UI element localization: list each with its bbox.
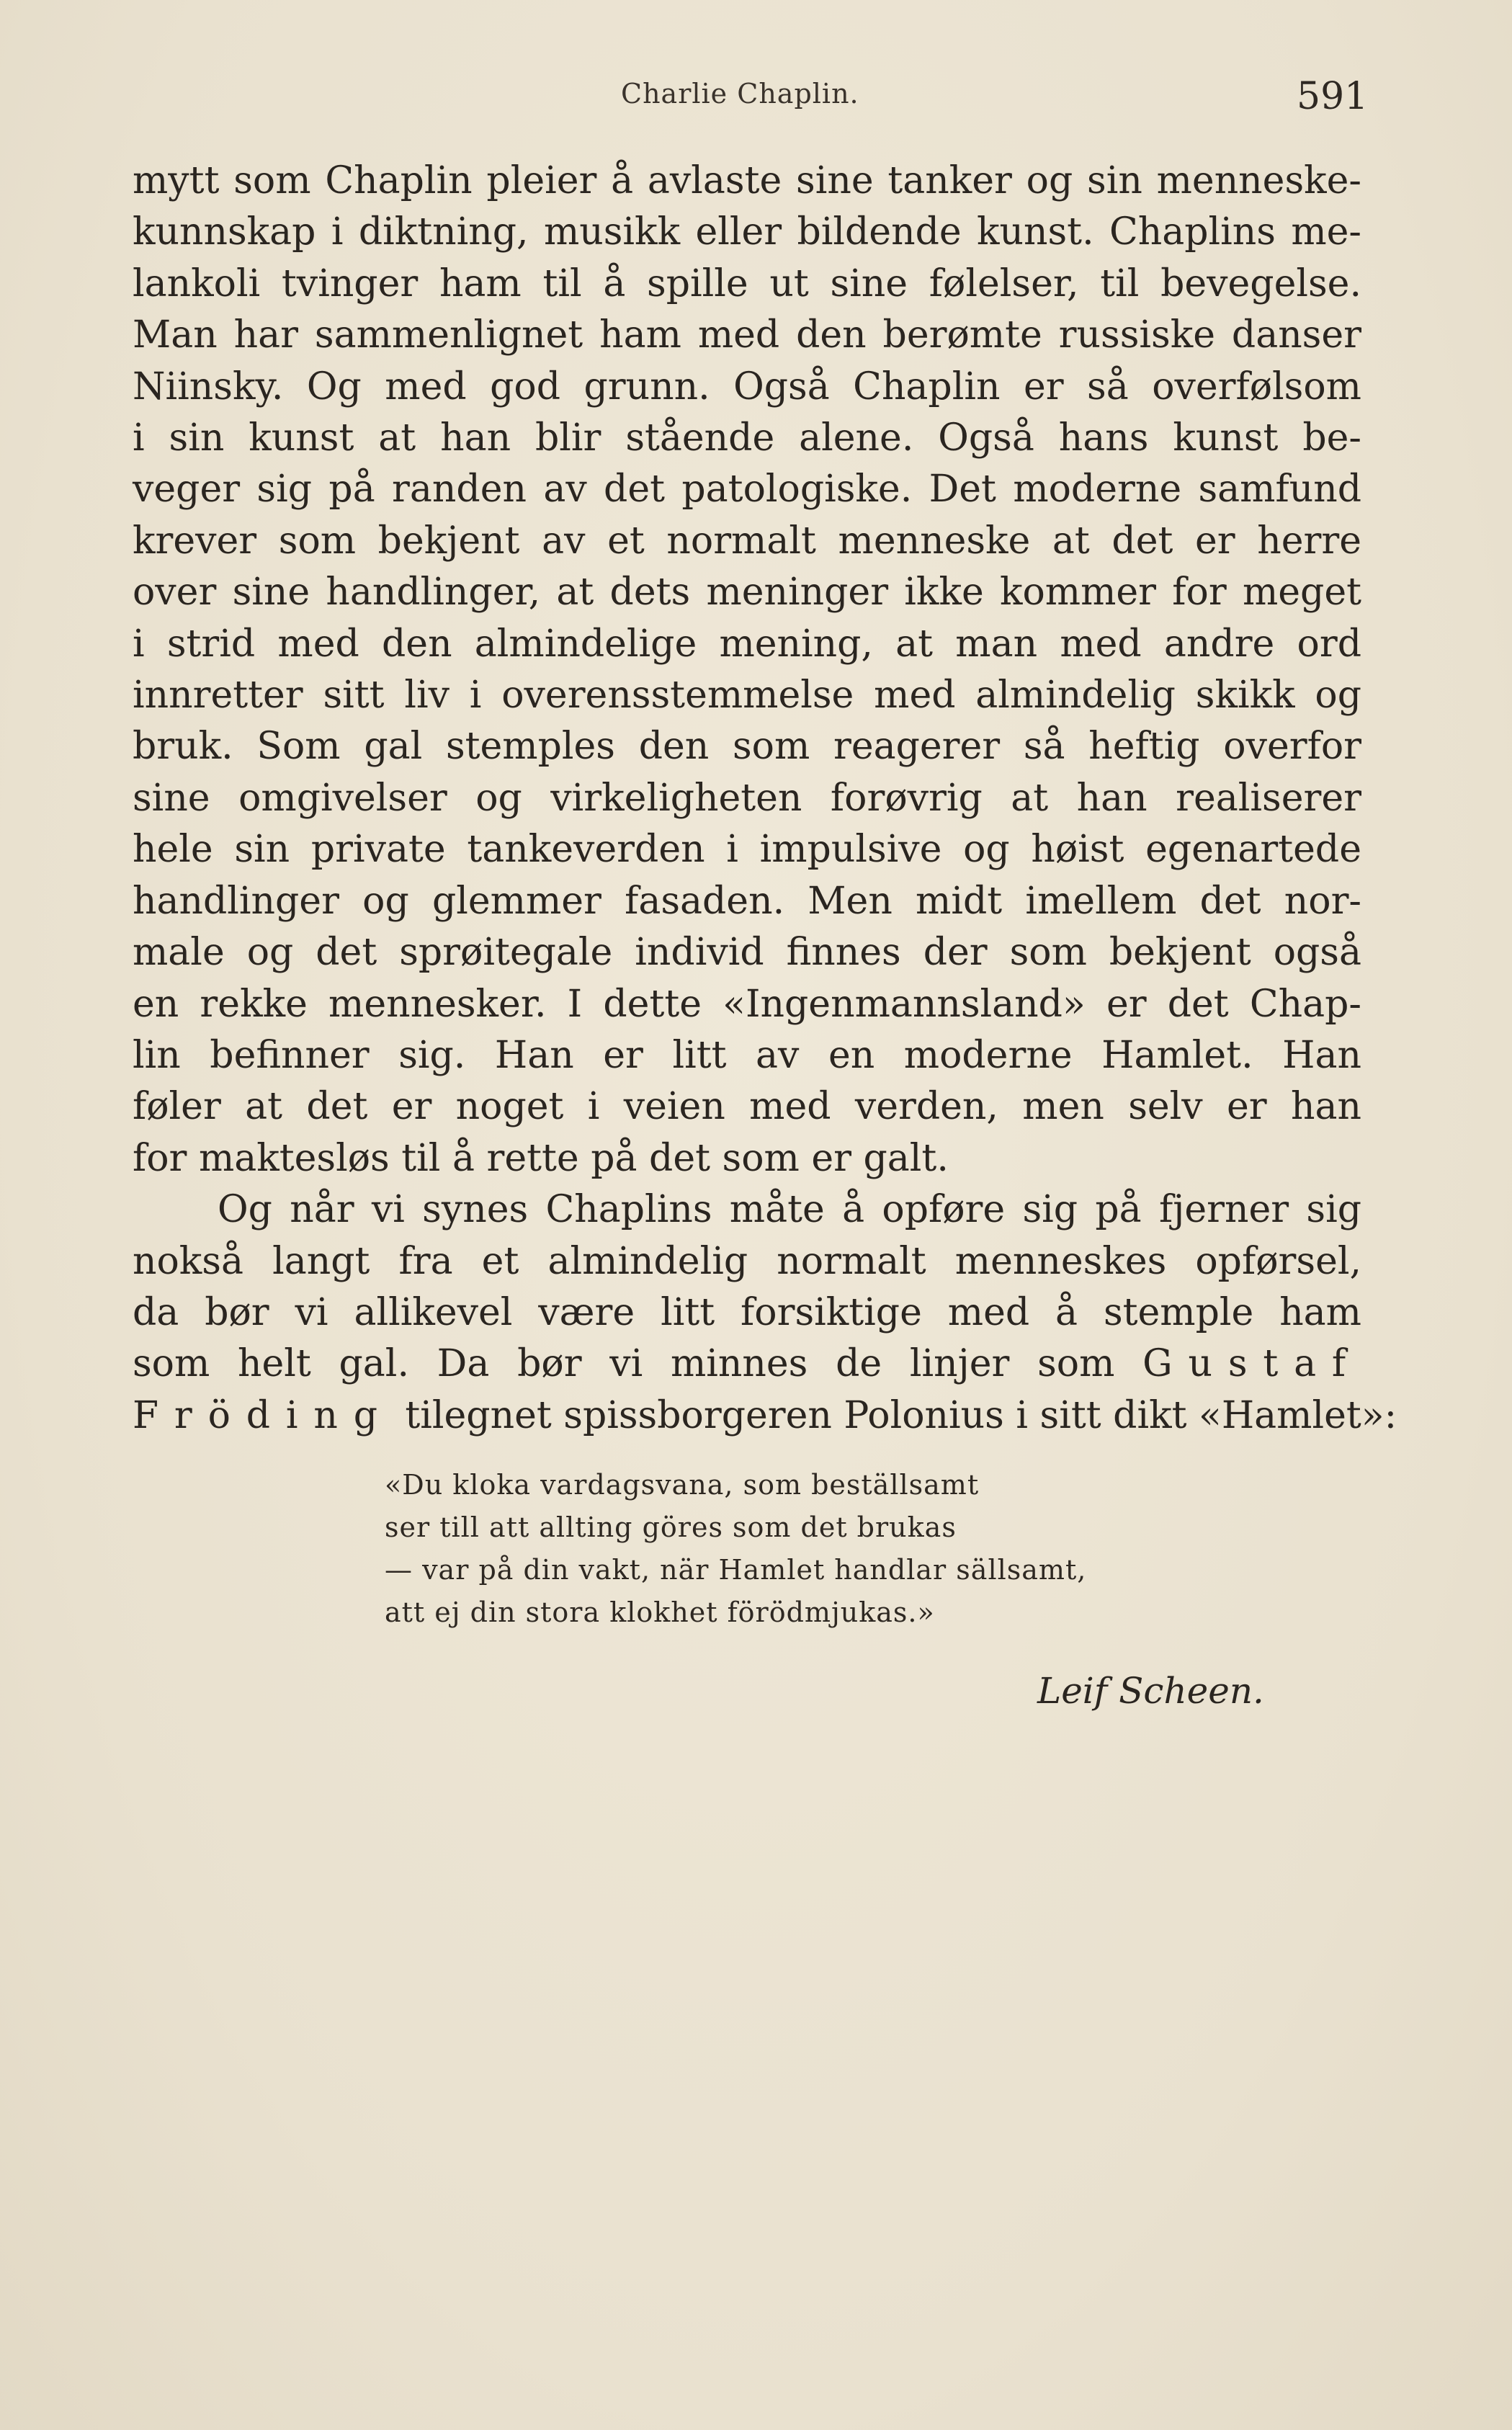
poem-quotation: [385, 1464, 1086, 1634]
body-line: lin befinner sig. Han er litt av en moderne Hamlet. Han: [133, 1033, 1361, 1077]
body-line: Og når vi synes Chaplins måte å opføre sig på fjerner sig: [218, 1188, 1361, 1232]
body-line: mytt som Chaplin pleier å avlaste sine tanker og sin menneske-: [133, 159, 1361, 202]
body-line: veger sig på randen av det patologiske. Det moderne samfund: [133, 468, 1361, 512]
body-line: lankoli tvinger ham til å spille ut sine følelser, til bevegelse.: [133, 262, 1361, 305]
author-signature: Leif Scheen.: [1037, 1670, 1264, 1712]
poem-line: — var på din vakt, när Hamlet handlar sällsamt,: [385, 1554, 1087, 1586]
body-line: sine omgivelser og virkeligheten forøvrig at han realiserer: [133, 776, 1361, 820]
body-line: i strid med den almindelige mening, at man med andre ord: [133, 622, 1361, 666]
body-line: da bør vi allikevel være litt forsiktige med å stemple ham: [133, 1290, 1361, 1334]
body-text: [133, 156, 1397, 1442]
body-line: handlinger og glemmer fasaden. Men midt imellem det nor-: [133, 879, 1361, 923]
body-line: Man har sammenlignet ham med den berømte russiske danser: [133, 313, 1361, 357]
body-line: i sin kunst at han blir stående alene. Også hans kunst be-: [133, 416, 1361, 460]
author-name-spaced: Gustaf: [1142, 1342, 1362, 1386]
body-line: over sine handlinger, at dets meninger ikke kommer for meget: [133, 571, 1361, 615]
body-line: en rekke mennesker. I dette «Ingenmannsland» er det Chap-: [133, 982, 1361, 1026]
body-line: krever som bekjent av et normalt menneske at det er herre: [133, 519, 1361, 563]
author-name-spaced: Fröding: [133, 1393, 393, 1437]
poem-line: att ej din stora klokhet förödmjukas.»: [385, 1596, 935, 1628]
body-line: nokså langt fra et almindelig normalt menneskes opførsel,: [133, 1239, 1361, 1283]
body-line: føler at det er noget i veien med verden, men selv er han: [133, 1085, 1361, 1129]
body-line: for maktesløs til å rette på det som er galt.: [133, 1136, 949, 1180]
poem-line: ser till att allting göres som det brukas: [385, 1511, 957, 1543]
body-line: [133, 1339, 1361, 1390]
body-line: Niinsky. Og med god grunn. Også Chaplin er så overfølsom: [133, 365, 1361, 408]
body-line: [133, 1390, 1397, 1442]
body-line: innretter sitt liv i overensstemmelse med almindelig skikk og: [133, 674, 1361, 718]
running-title: Charlie Chaplin.: [621, 78, 859, 110]
body-line: hele sin private tankeverden i impulsive og høist egenartede: [133, 828, 1361, 872]
page-number: 591: [1297, 75, 1369, 118]
body-line-text: tilegnet spissborgeren Polonius i sitt dikt «Hamlet»:: [405, 1393, 1397, 1437]
body-line: kunnskap i diktning, musikk eller bildende kunst. Chaplins me-: [133, 210, 1361, 254]
body-line: bruk. Som gal stemples den som reagerer så heftig overfor: [133, 725, 1361, 769]
body-line-text: som helt gal. Da bør vi minnes de linjer som: [133, 1342, 1115, 1386]
body-line: male og det sprøitegale individ finnes der som bekjent også: [133, 931, 1361, 975]
poem-line: «Du kloka vardagsvana, som beställsamt: [385, 1469, 980, 1501]
